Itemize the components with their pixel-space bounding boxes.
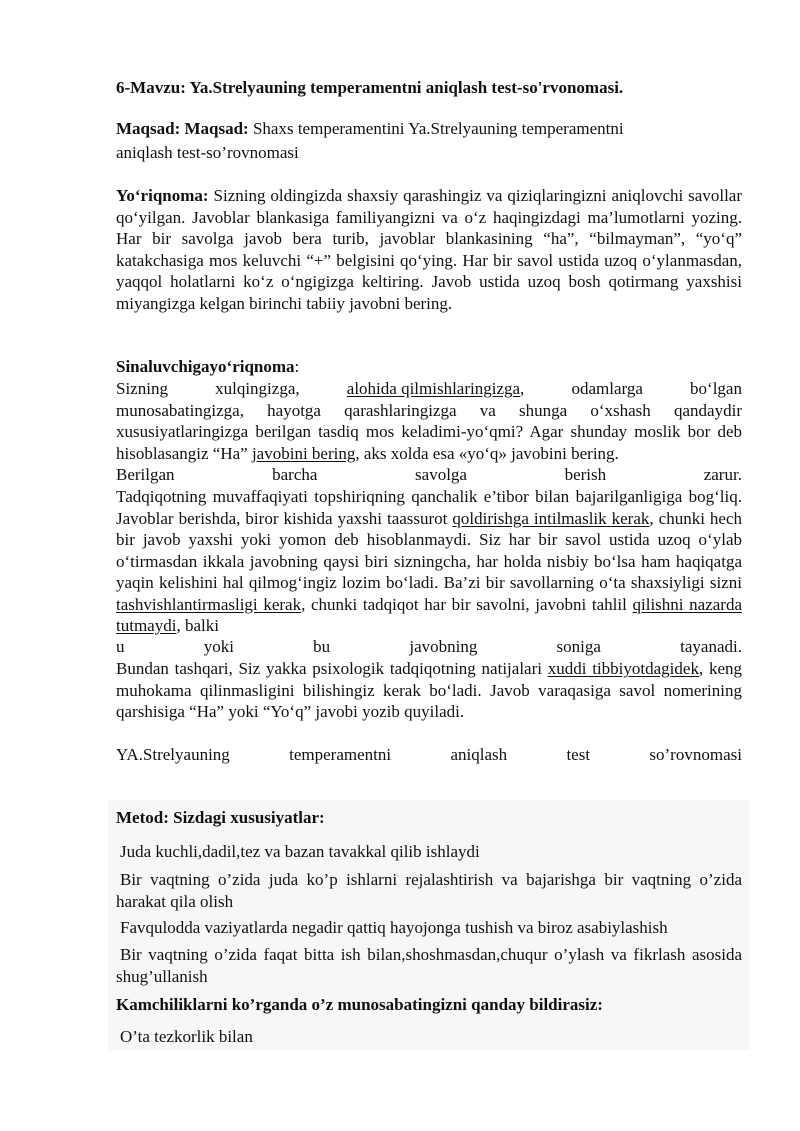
subject-instruction-heading (116, 356, 742, 378)
method-option-2 (116, 869, 742, 912)
row4-word: YA.Strelyauning (116, 745, 230, 764)
paragraph-text: , chunki tadqiqot har bir savolni, javobni tahlil (301, 594, 627, 614)
subject-row-3 (116, 636, 742, 658)
row3-word: javobning (409, 637, 478, 656)
subject-row-4 (116, 744, 742, 766)
shortcomings-option-1 (116, 1026, 742, 1048)
option-text: Juda kuchli,dadil,tez va bazan tavakkal qilib ishlaydi (120, 842, 480, 861)
instruction-text: Sizning oldingizda shaxsiy qarashingiz va qiziqlaringizni aniqlovchi savollar qo‘yilgan. Javoblar blankasiga familiyangizni va o‘z haqingizdagi ma’lumotlarni yozing. Har bir savolga javob bera turib, javoblar blankasining “ha”, “bilmayman”, “yo‘q” katakchasiga mos keluvchi “+” belgisini qo‘ying. Har bir savol ustida uzoq o‘ylanmasdan, yaqqol holatlarni ko‘z o‘ngigizga keltiring. Javob ustida uzoq bosh qotirmang yaxshisi miyangizga kelgan birinchi tabiiy javobni bering. (116, 186, 742, 313)
row2-word: zarur. (703, 465, 742, 484)
paragraph-text: , keng muhokama qilinmasligini bilishingiz kerak bo‘ladi. Javob varaqasiga savol nomerining qarshisiga “Ha” yoki “Yo‘q” javobi yozib quyiladi. (116, 659, 743, 721)
instruction-label: Yo‘riqnoma: (116, 186, 209, 205)
underlined-phrase: tashvishlantirmasligi kerak (116, 594, 302, 614)
row1-underlined-group (347, 378, 525, 400)
row3-word: tayanadi. (680, 637, 742, 656)
subject-row-1 (116, 378, 742, 400)
paragraph-text: , balki (176, 616, 219, 635)
method-option-4 (116, 944, 742, 987)
row2-word: barcha (272, 465, 318, 484)
subject-instruction-label: Sinaluvchigayo‘riqnoma (116, 357, 295, 376)
paragraph-text: Bundan tashqari, Siz yakka psixologik tadqiqotning natijalari (116, 659, 542, 678)
subject-paragraph-2 (116, 486, 742, 637)
option-text: Bir vaqtning o’zida juda ko’p ishlarni rejalashtirish va bajarishga bir vaqtning o’zida harakat qila olish (116, 870, 742, 911)
subject-paragraph-3 (116, 658, 742, 723)
topic-title (116, 77, 742, 99)
paragraph-text: Tadqiqotning muvaffaqiyati topshiriqning qanchalik e’tibor bilan bajarilganligiga bog‘liq. Javoblar berishda, biror kishida yaxshi taassurot (116, 487, 742, 528)
instruction-paragraph (116, 185, 742, 314)
goal-line-2 (116, 142, 742, 164)
row1-word: xulqingizga, (215, 379, 300, 398)
goal-text-1: Shaxs temperamentini Ya.Strelyauning temperamentni (252, 119, 624, 138)
row2-word: berish (564, 465, 607, 484)
method-option-3 (116, 917, 742, 939)
paragraph-text: , aks xolda esa «yo‘q» javobini bering. (355, 443, 619, 463)
row4-word: temperamentni (289, 745, 392, 764)
method-option-1 (116, 841, 742, 863)
row1-word: Sizning (116, 379, 168, 398)
underlined-phrase: qilishni nazarda tutmaydi (116, 594, 743, 635)
row4-word: test (566, 745, 591, 764)
goal-text-2: aniqlash test-so’rovnomasi (116, 143, 299, 162)
goal-label: Maqsad: Maqsad: (116, 119, 249, 138)
row4-word: so’rovnomasi (649, 745, 742, 764)
option-text: Favqulodda vaziyatlarda negadir qattiq hayojonga tushish va biroz asabiylashish (120, 918, 668, 937)
row1-word: odamlarga (571, 379, 643, 398)
option-text: O’ta tezkorlik bilan (120, 1027, 253, 1046)
option-text: Bir vaqtning o’zida faqat bitta ish bilan,shoshmasdan,chuqur o’ylash va fikrlash asosida shug’ullanish (116, 945, 742, 986)
row1-comma: , (520, 379, 525, 398)
goal-line-1 (116, 118, 742, 140)
subject-paragraph-1 (116, 400, 742, 465)
row3-word: bu (313, 637, 331, 656)
shortcomings-heading-text: Kamchiliklarni ko’rganda o’z munosabatingizni qanday bildirasiz: (116, 995, 603, 1014)
subject-row-2 (116, 464, 742, 486)
shortcomings-heading (116, 994, 742, 1016)
row1-word: bo‘lgan (690, 379, 742, 398)
underlined-phrase: alohida qilmishlaringizga (346, 379, 521, 398)
paragraph-text: , chunki hech bir javob yaxshi yoki yomon deb hisoblanmaydi. Siz har bir savol ustida uzoq o‘ylab o‘tirmasdan ikkala javobning qaysi biri sizningcha, har holda nisbiy bo‘lsa ham haqiqatga yaqin kelishini hal qilmog‘ingiz lozim bo‘ladi. Ba’zi bir savollarning o‘ta shaxsiyligi sizni (116, 508, 743, 592)
row3-word: soniga (556, 637, 601, 656)
subject-instruction-colon: : (294, 357, 300, 376)
underlined-phrase: qoldirishga intilmaslik kerak (452, 508, 650, 528)
row2-word: Berilgan (116, 465, 175, 484)
paragraph-text: munosabatingizga, hayotga qarashlaringizga va shunga o‘xshash qandaydir xususiyatlaringizga berilgan tasdiq mos keladimi-yo‘qmi? Agar shunday moslik bor deb hisoblasangiz “Ha” (116, 400, 742, 463)
method-heading-text: Metod: Sizdagi xususiyatlar: (116, 808, 325, 827)
row4-word: aniqlash (450, 745, 508, 764)
row2-word: savolga (415, 465, 467, 484)
underlined-phrase: xuddi tibbiyotdagidek (547, 659, 699, 678)
row3-word: u (116, 637, 125, 656)
underlined-phrase: javobini bering (251, 443, 356, 463)
topic-title-text: 6-Mavzu: Ya.Strelyauning temperamentni aniqlash test-so'rvonomasi. (116, 78, 624, 97)
method-heading (116, 807, 742, 829)
row3-word: yoki (203, 637, 234, 656)
